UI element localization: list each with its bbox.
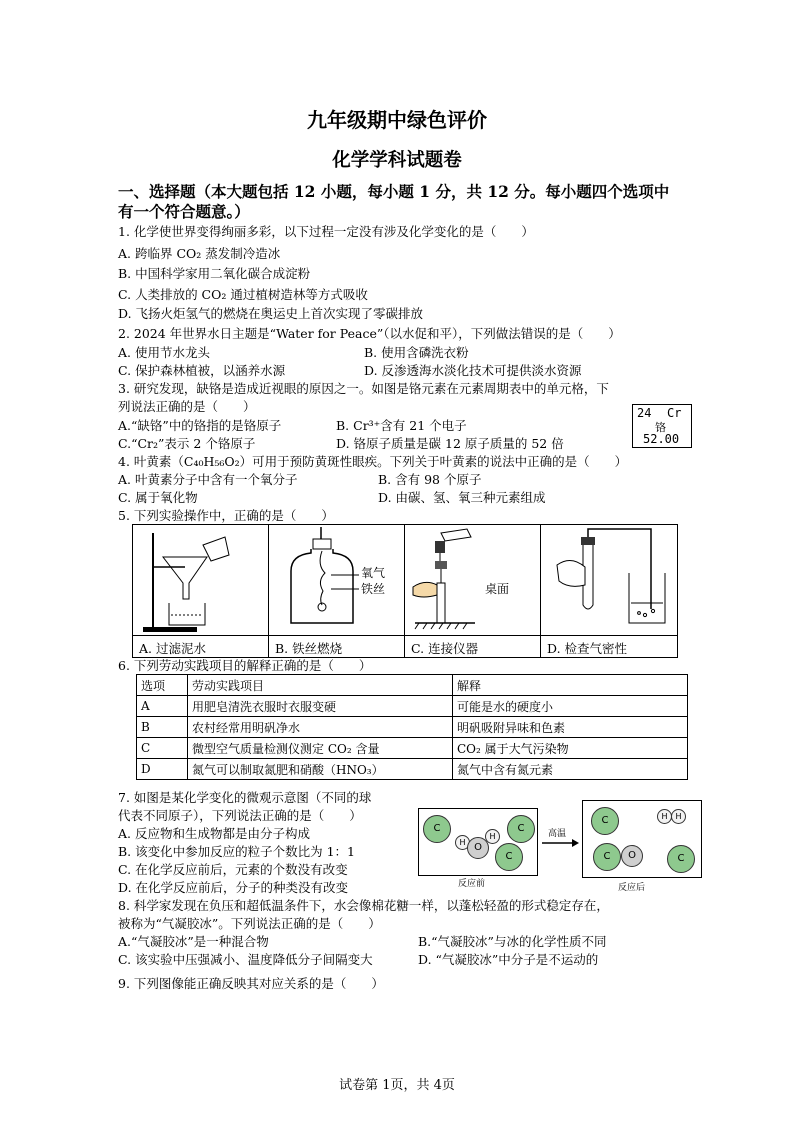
hydrogen-atom: H bbox=[485, 829, 500, 844]
page-footer: 试卷第 1页，共 4页 bbox=[339, 1078, 455, 1093]
page-subtitle: 化学学科试题卷 bbox=[332, 150, 462, 171]
filtration-illustration bbox=[133, 525, 268, 635]
table-row bbox=[137, 717, 688, 738]
q7-stem: 7. 如图是某化学变化的微观示意图（不同的球 bbox=[118, 790, 372, 805]
table-cell: B bbox=[137, 717, 188, 738]
carbon-atom: C bbox=[591, 807, 619, 835]
q8-stem: 8. 科学家发现在负压和超低温条件下，水会像棉花糖一样，以蓬松轻盈的形式稳定存在， bbox=[118, 898, 609, 913]
q5-caption-a: A. 过滤泥水 bbox=[139, 641, 206, 656]
q1-option-c: C. 人类排放的 CO₂ 通过植树造林等方式吸收 bbox=[118, 287, 368, 302]
table-cell: 氮气中含有氮元素 bbox=[453, 759, 688, 780]
hydrogen-atom: H bbox=[657, 809, 672, 824]
carbon-atom: C bbox=[495, 843, 523, 871]
table-cell: D bbox=[137, 759, 188, 780]
q5-figure-table bbox=[132, 524, 678, 658]
table-row bbox=[137, 759, 688, 780]
table-header: 选项 bbox=[137, 675, 188, 696]
element-symbol: Cr bbox=[667, 406, 682, 420]
q5-caption-b: B. 铁丝燃烧 bbox=[275, 641, 343, 656]
q6-table bbox=[136, 674, 688, 780]
connect-apparatus-illustration bbox=[405, 525, 540, 635]
oxygen-atom: O bbox=[467, 837, 489, 859]
q5-caption-d: D. 检查气密性 bbox=[547, 641, 628, 656]
q2-option-b: B. 使用含磷洗衣粉 bbox=[364, 345, 469, 360]
q8-option-c: C. 该实验中压强减小、温度降低分子间隔变大 bbox=[118, 952, 373, 967]
table-cell: A bbox=[137, 696, 188, 717]
table-row bbox=[137, 738, 688, 759]
table-cell: 明矾吸附异味和色素 bbox=[453, 717, 688, 738]
reaction-before-box bbox=[418, 808, 538, 876]
q8-option-a: A.“气凝胶冰”是一种混合物 bbox=[118, 934, 269, 949]
hydrogen-atom: H bbox=[671, 809, 686, 824]
oxygen-atom: O bbox=[621, 845, 643, 867]
q1-option-b: B. 中国科学家用二氧化碳合成淀粉 bbox=[118, 266, 311, 281]
q4-option-d: D. 由碳、氢、氧三种元素组成 bbox=[378, 490, 546, 505]
table-header-row bbox=[137, 675, 688, 696]
q7-option-b: B. 该变化中参加反应的粒子个数比为 1：1 bbox=[118, 844, 356, 859]
q7-option-a: A. 反应物和生成物都是由分子构成 bbox=[118, 826, 310, 841]
section-heading-cont: 有一个符合题意。） bbox=[118, 202, 250, 221]
table-cell: CO₂ 属于大气污染物 bbox=[453, 738, 688, 759]
q3-stem-cont: 列说法正确的是（ ） bbox=[118, 399, 256, 414]
carbon-atom: C bbox=[507, 815, 535, 843]
carbon-atom: C bbox=[423, 815, 451, 843]
reaction-arrow bbox=[540, 838, 580, 848]
q5-caption-c: C. 连接仪器 bbox=[411, 641, 479, 656]
q1-option-d: D. 飞扬火炬氢气的燃烧在奥运史上首次实现了零碳排放 bbox=[118, 306, 424, 321]
carbon-atom: C bbox=[593, 843, 621, 871]
q4-option-b: B. 含有 98 个原子 bbox=[378, 472, 482, 487]
label-desk: 桌面 bbox=[485, 582, 510, 596]
q7-option-d: D. 在化学反应前后，分子的种类没有改变 bbox=[118, 880, 349, 895]
q3-option-a: A.“缺铬”中的铬指的是铬原子 bbox=[118, 418, 282, 433]
q4-option-c: C. 属于氧化物 bbox=[118, 490, 198, 505]
q5-stem: 5. 下列实验操作中，正确的是（ ） bbox=[118, 508, 334, 523]
table-row bbox=[137, 696, 688, 717]
q7-option-c: C. 在化学反应前后，元素的个数没有改变 bbox=[118, 862, 348, 877]
label-after: 反应后 bbox=[618, 883, 646, 893]
label-iron-wire: 铁丝 bbox=[361, 582, 386, 596]
label-condition: 高温 bbox=[548, 829, 567, 839]
section-heading: 一、选择题（本大题包括 12 小题，每小题 1 分，共 12 分。每小题四个选项中 bbox=[118, 182, 670, 201]
q3-option-c: C.“Cr₂”表示 2 个铬原子 bbox=[118, 436, 256, 451]
q8-option-d: D. “气凝胶冰”中分子是不运动的 bbox=[418, 952, 599, 967]
table-cell: 微型空气质量检测仪测定 CO₂ 含量 bbox=[188, 738, 453, 759]
hydrogen-atom: H bbox=[455, 835, 470, 850]
q2-option-a: A. 使用节水龙头 bbox=[118, 345, 210, 360]
q4-stem: 4. 叶黄素（C₄₀H₅₆O₂）可用于预防黄斑性眼疾。下列关于叶黄素的说法中正确的是（ ） bbox=[118, 454, 628, 469]
q3-stem: 3. 研究发现，缺铬是造成近视眼的原因之一。如图是铬元素在元素周期表中的单元格，下 bbox=[118, 381, 609, 396]
q9-stem: 9. 下列图像能正确反映其对应关系的是（ ） bbox=[118, 976, 384, 991]
airtightness-illustration bbox=[541, 525, 677, 635]
reaction-after-box bbox=[582, 800, 702, 878]
table-header: 劳动实践项目 bbox=[188, 675, 453, 696]
table-cell: 用肥皂清洗衣服时衣服变硬 bbox=[188, 696, 453, 717]
q1-option-a: A. 跨临界 CO₂ 蒸发制冷造冰 bbox=[118, 246, 281, 261]
element-cell bbox=[632, 404, 692, 448]
element-mass: 52.00 bbox=[643, 432, 680, 446]
q2-option-c: C. 保护森林植被，以涵养水源 bbox=[118, 363, 286, 378]
table-cell: C bbox=[137, 738, 188, 759]
table-header: 解释 bbox=[453, 675, 688, 696]
carbon-atom: C bbox=[667, 845, 695, 873]
table-cell: 农村经常用明矾净水 bbox=[188, 717, 453, 738]
table-cell: 氮气可以制取氮肥和硝酸（HNO₃） bbox=[188, 759, 453, 780]
q6-stem: 6. 下列劳动实践项目的解释正确的是（ ） bbox=[118, 658, 372, 673]
q3-option-b: B. Cr³⁺含有 21 个电子 bbox=[336, 418, 467, 433]
q7-stem-cont: 代表不同原子），下列说法正确的是（ ） bbox=[118, 808, 362, 823]
q4-option-a: A. 叶黄素分子中含有一个氧分子 bbox=[118, 472, 298, 487]
table-cell: 可能是水的硬度小 bbox=[453, 696, 688, 717]
q2-option-d: D. 反渗透海水淡化技术可提供淡水资源 bbox=[364, 363, 582, 378]
element-number: 24 bbox=[637, 406, 652, 420]
q3-option-d: D. 铬原子质量是碳 12 原子质量的 52 倍 bbox=[336, 436, 564, 451]
page-title: 九年级期中绿色评价 bbox=[307, 108, 487, 132]
q2-stem: 2. 2024 年世界水日主题是“Water for Peace”（以水促和平），下列做法错误的是（ ） bbox=[118, 326, 621, 341]
q8-stem-cont: 被称为“气凝胶冰”。下列说法正确的是（ ） bbox=[118, 916, 381, 931]
q1-stem: 1. 化学使世界变得绚丽多彩，以下过程一定没有涉及化学变化的是（ ） bbox=[118, 224, 534, 239]
element-name: 铬 bbox=[655, 421, 666, 434]
label-before: 反应前 bbox=[458, 879, 486, 889]
q8-option-b: B.“气凝胶冰”与冰的化学性质不同 bbox=[418, 934, 607, 949]
label-oxygen: 氧气 bbox=[361, 566, 386, 580]
